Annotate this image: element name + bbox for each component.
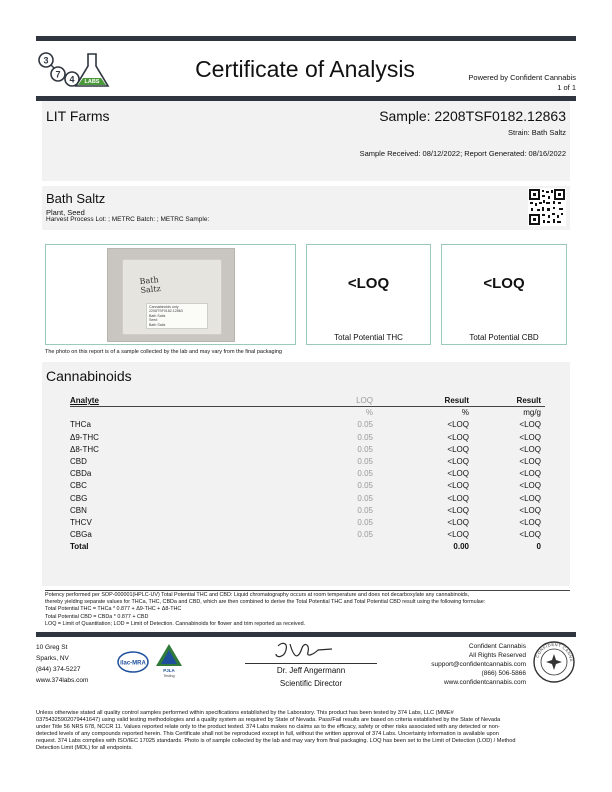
director-name: Dr. Jeff Angermann	[276, 666, 346, 675]
cc-line: Confident Cannabis	[468, 643, 526, 650]
qr-code-icon	[528, 188, 566, 226]
svg-text:ilac-MRA: ilac-MRA	[120, 660, 146, 667]
header-result-mg: Result	[516, 396, 541, 405]
cc-line: (866) 506-5866	[481, 670, 526, 677]
cannabinoids-table	[70, 395, 545, 553]
analyte-loq: 0.05	[357, 517, 373, 527]
product-name: Bath Saltz	[46, 191, 106, 206]
table-row	[70, 517, 545, 529]
page-number: 1 of 1	[557, 83, 576, 92]
table-row	[70, 456, 545, 468]
page-title: Certificate of Analysis	[195, 56, 415, 82]
analyte-result-pct: <LOQ	[447, 505, 469, 515]
analyte-result-pct: <LOQ	[447, 432, 469, 442]
analyte-result-mg: <LOQ	[519, 456, 541, 466]
signature-image	[272, 640, 342, 662]
signature-line	[245, 663, 377, 664]
analyte-name: THCV	[70, 517, 92, 527]
disclaimer-line: request. 374 Labs complies with ISO/IEC 17025 standards. Photo is of sample collected by the lab and may vary from final packaging. LOQ has been set to the Limit of Detection (LOD) / Method	[36, 738, 516, 744]
website-link[interactable]: www.374labs.com	[36, 677, 89, 684]
table-total-row	[70, 541, 545, 553]
svg-text:7: 7	[55, 69, 61, 80]
svg-text:Testing: Testing	[163, 674, 175, 678]
method-note-line: thereby yielding separate values for THCa, THC, CBDa and CBD, which are then combined to derive the Total Potential THC and Total Potential CBD result using the following formulae:	[45, 599, 486, 606]
analyte-loq: 0.05	[357, 481, 373, 491]
analyte-name: CBGa	[70, 530, 92, 540]
method-note-line: Total Potential THC = THCa * 0.877 + Δ9-THC + Δ8-THC	[45, 606, 182, 613]
analyte-loq: 0.05	[357, 505, 373, 515]
disclaimer	[36, 710, 576, 752]
sample-photo	[107, 248, 235, 342]
lab-address	[36, 642, 88, 686]
photo-note: The photo on this report is of a sample collected by the lab and may vary from the final packaging	[45, 349, 282, 355]
header-loq: LOQ	[356, 396, 373, 405]
footer-rule	[36, 632, 576, 637]
analyte-result-mg: <LOQ	[519, 517, 541, 527]
analyte-result-mg: <LOQ	[519, 530, 541, 540]
analyte-result-pct: <LOQ	[447, 469, 469, 479]
analyte-result-mg: <LOQ	[519, 469, 541, 479]
analyte-result-mg: <LOQ	[519, 420, 541, 430]
table-row	[70, 529, 545, 541]
disclaimer-line: 03754325902079441647) using valid testing methodologies and a quality system as required by State of Nevada. Pass/Fail results are based on criteria established by the State of Nevada	[36, 717, 501, 723]
table-header	[70, 395, 545, 407]
table-row	[70, 444, 545, 456]
sticker-line: Seed	[149, 318, 158, 323]
table-row	[70, 493, 545, 505]
sample-id: Sample: 2208TSF0182.12863	[379, 108, 566, 124]
address-line: 10 Greg St	[36, 644, 68, 651]
cbd-potency-box	[441, 244, 567, 345]
analyte-name: CBN	[70, 505, 87, 515]
analyte-result-pct: <LOQ	[447, 420, 469, 430]
analyte-result-mg: <LOQ	[519, 481, 541, 491]
analyte-name: CBG	[70, 493, 88, 503]
powered-by: Powered by Confident Cannabis	[468, 73, 576, 82]
analyte-name: CBC	[70, 481, 87, 491]
analyte-result-mg: <LOQ	[519, 493, 541, 503]
cc-seal-icon	[532, 640, 576, 684]
analyte-result-pct: <LOQ	[447, 481, 469, 491]
svg-text:CONFIDENT CANNABIS: CONFIDENT CANNA	[534, 641, 575, 663]
header-result-pct: Result	[444, 396, 469, 405]
analyte-result-pct: <LOQ	[447, 517, 469, 527]
method-notes	[45, 590, 570, 628]
unit-loq: %	[365, 408, 373, 418]
director-title: Scientific Director	[279, 679, 343, 688]
analyte-result-pct: <LOQ	[447, 456, 469, 466]
top-rule	[36, 36, 576, 41]
total-label: Total	[70, 542, 89, 552]
table-row	[70, 505, 545, 517]
table-units-row	[70, 407, 545, 419]
sticker-line: Bath Saltz	[149, 313, 166, 318]
disclaimer-line: Unless otherwise stated all quality control samples performed within specifications established by the Laboratory. This product has been tested by 374 Labs, LLC (MME#	[36, 710, 454, 716]
dates-line: Sample Received: 08/12/2022; Report Generated: 08/16/2022	[359, 149, 566, 158]
product-type: Plant, Seed	[46, 208, 85, 217]
ilac-logo	[116, 648, 150, 676]
analyte-loq: 0.05	[357, 456, 373, 466]
address-line: Sparks, NV	[36, 655, 69, 662]
cc-email-link[interactable]: support@confidentcannabis.com	[431, 661, 526, 668]
sticker-line: Bath Saltz	[149, 322, 166, 327]
svg-text:PJLA: PJLA	[163, 668, 175, 673]
thc-potency-box	[306, 244, 431, 345]
analyte-loq: 0.05	[357, 469, 373, 479]
sample-label-sticker	[146, 303, 208, 329]
analyte-result-pct: <LOQ	[447, 493, 469, 503]
analyte-loq: 0.05	[357, 493, 373, 503]
method-note-line: LOQ = Limit of Quantitation; LOD = Limit of Detection. Cannabinoids for flower and trim reported as received.	[45, 620, 306, 627]
table-row	[70, 468, 545, 480]
total-pct: 0.00	[453, 542, 469, 552]
sticker-line: 2208TSF0182.12863	[149, 309, 183, 314]
disclaimer-line: Detection Limit (MDL) for all endpoints.	[36, 745, 133, 751]
table-row	[70, 432, 545, 444]
lot-info: Harvest Process Lot: ; METRC Batch: ; METRC Sample:	[46, 216, 210, 223]
client-panel	[42, 101, 570, 181]
table-row	[70, 419, 545, 431]
analyte-result-mg: <LOQ	[519, 432, 541, 442]
sample-photo-box	[45, 244, 296, 345]
address-line: (844) 374-5227	[36, 666, 81, 673]
strain-label: Strain: Bath Saltz	[508, 128, 566, 137]
svg-text:LABS: LABS	[84, 79, 100, 85]
analyte-name: THCa	[70, 420, 91, 430]
section-title: Cannabinoids	[46, 368, 132, 384]
cc-contact	[431, 642, 526, 687]
disclaimer-line: detected levels of any compounds reported herein. This Certificate shall not be reproduced except in full, without the written approval of 374 Labs. Uncertainty information is available upon	[36, 731, 499, 737]
analyte-result-mg: <LOQ	[519, 505, 541, 515]
signature-initials	[272, 640, 273, 641]
analyte-result-pct: <LOQ	[447, 530, 469, 540]
sticker-line: Cannabinoids only	[149, 305, 179, 309]
pjla-logo	[152, 642, 186, 678]
analyte-name: Δ8-THC	[70, 444, 99, 454]
analyte-name: Δ9-THC	[70, 432, 99, 442]
cbd-label: Total Potential CBD	[469, 333, 539, 342]
analyte-result-pct: <LOQ	[447, 444, 469, 454]
analyte-loq: 0.05	[357, 432, 373, 442]
table-row	[70, 480, 545, 492]
total-mg: 0	[536, 542, 541, 552]
bag-handwriting: Bath Saltz	[139, 275, 162, 296]
cbd-value: <LOQ	[483, 275, 525, 292]
flask-logo-icon	[36, 48, 114, 90]
thc-value: <LOQ	[347, 275, 390, 292]
unit-result-pct: %	[461, 408, 469, 418]
analyte-loq: 0.05	[357, 444, 373, 454]
analyte-name: CBD	[70, 456, 87, 466]
svg-text:4: 4	[69, 74, 75, 85]
lab-logo	[36, 48, 114, 90]
analyte-name: CBDa	[70, 469, 92, 479]
client-name: LIT Farms	[46, 108, 110, 124]
analyte-loq: 0.05	[357, 530, 373, 540]
header-analyte: Analyte	[70, 396, 99, 405]
disclaimer-line: under Title 56 NRS 678, NCCR 11. Values reported relate only to the product tested. 374 Labs makes no claims as to the efficacy, safety or other risks associated with any detected or non-	[36, 724, 500, 730]
product-panel	[42, 186, 570, 230]
thc-label: Total Potential THC	[334, 333, 403, 342]
svg-text:3: 3	[43, 55, 49, 66]
analyte-loq: 0.05	[357, 420, 373, 430]
analyte-result-mg: <LOQ	[519, 444, 541, 454]
cc-website-link[interactable]: www.confidentcannabis.com	[443, 679, 526, 686]
cc-line: All Rights Reserved	[468, 652, 526, 659]
unit-result-mg: mg/g	[523, 408, 541, 418]
method-note-line: Potency performed per SOP-000001(HPLC-UV) Total Potential THC and CBD: Liquid chromatography occurs at room temperature and does not decarboxylate any cannabinoids,	[45, 592, 470, 598]
method-note-line: Total Potential CBD = CBDa * 0.877 + CBD	[45, 613, 149, 620]
